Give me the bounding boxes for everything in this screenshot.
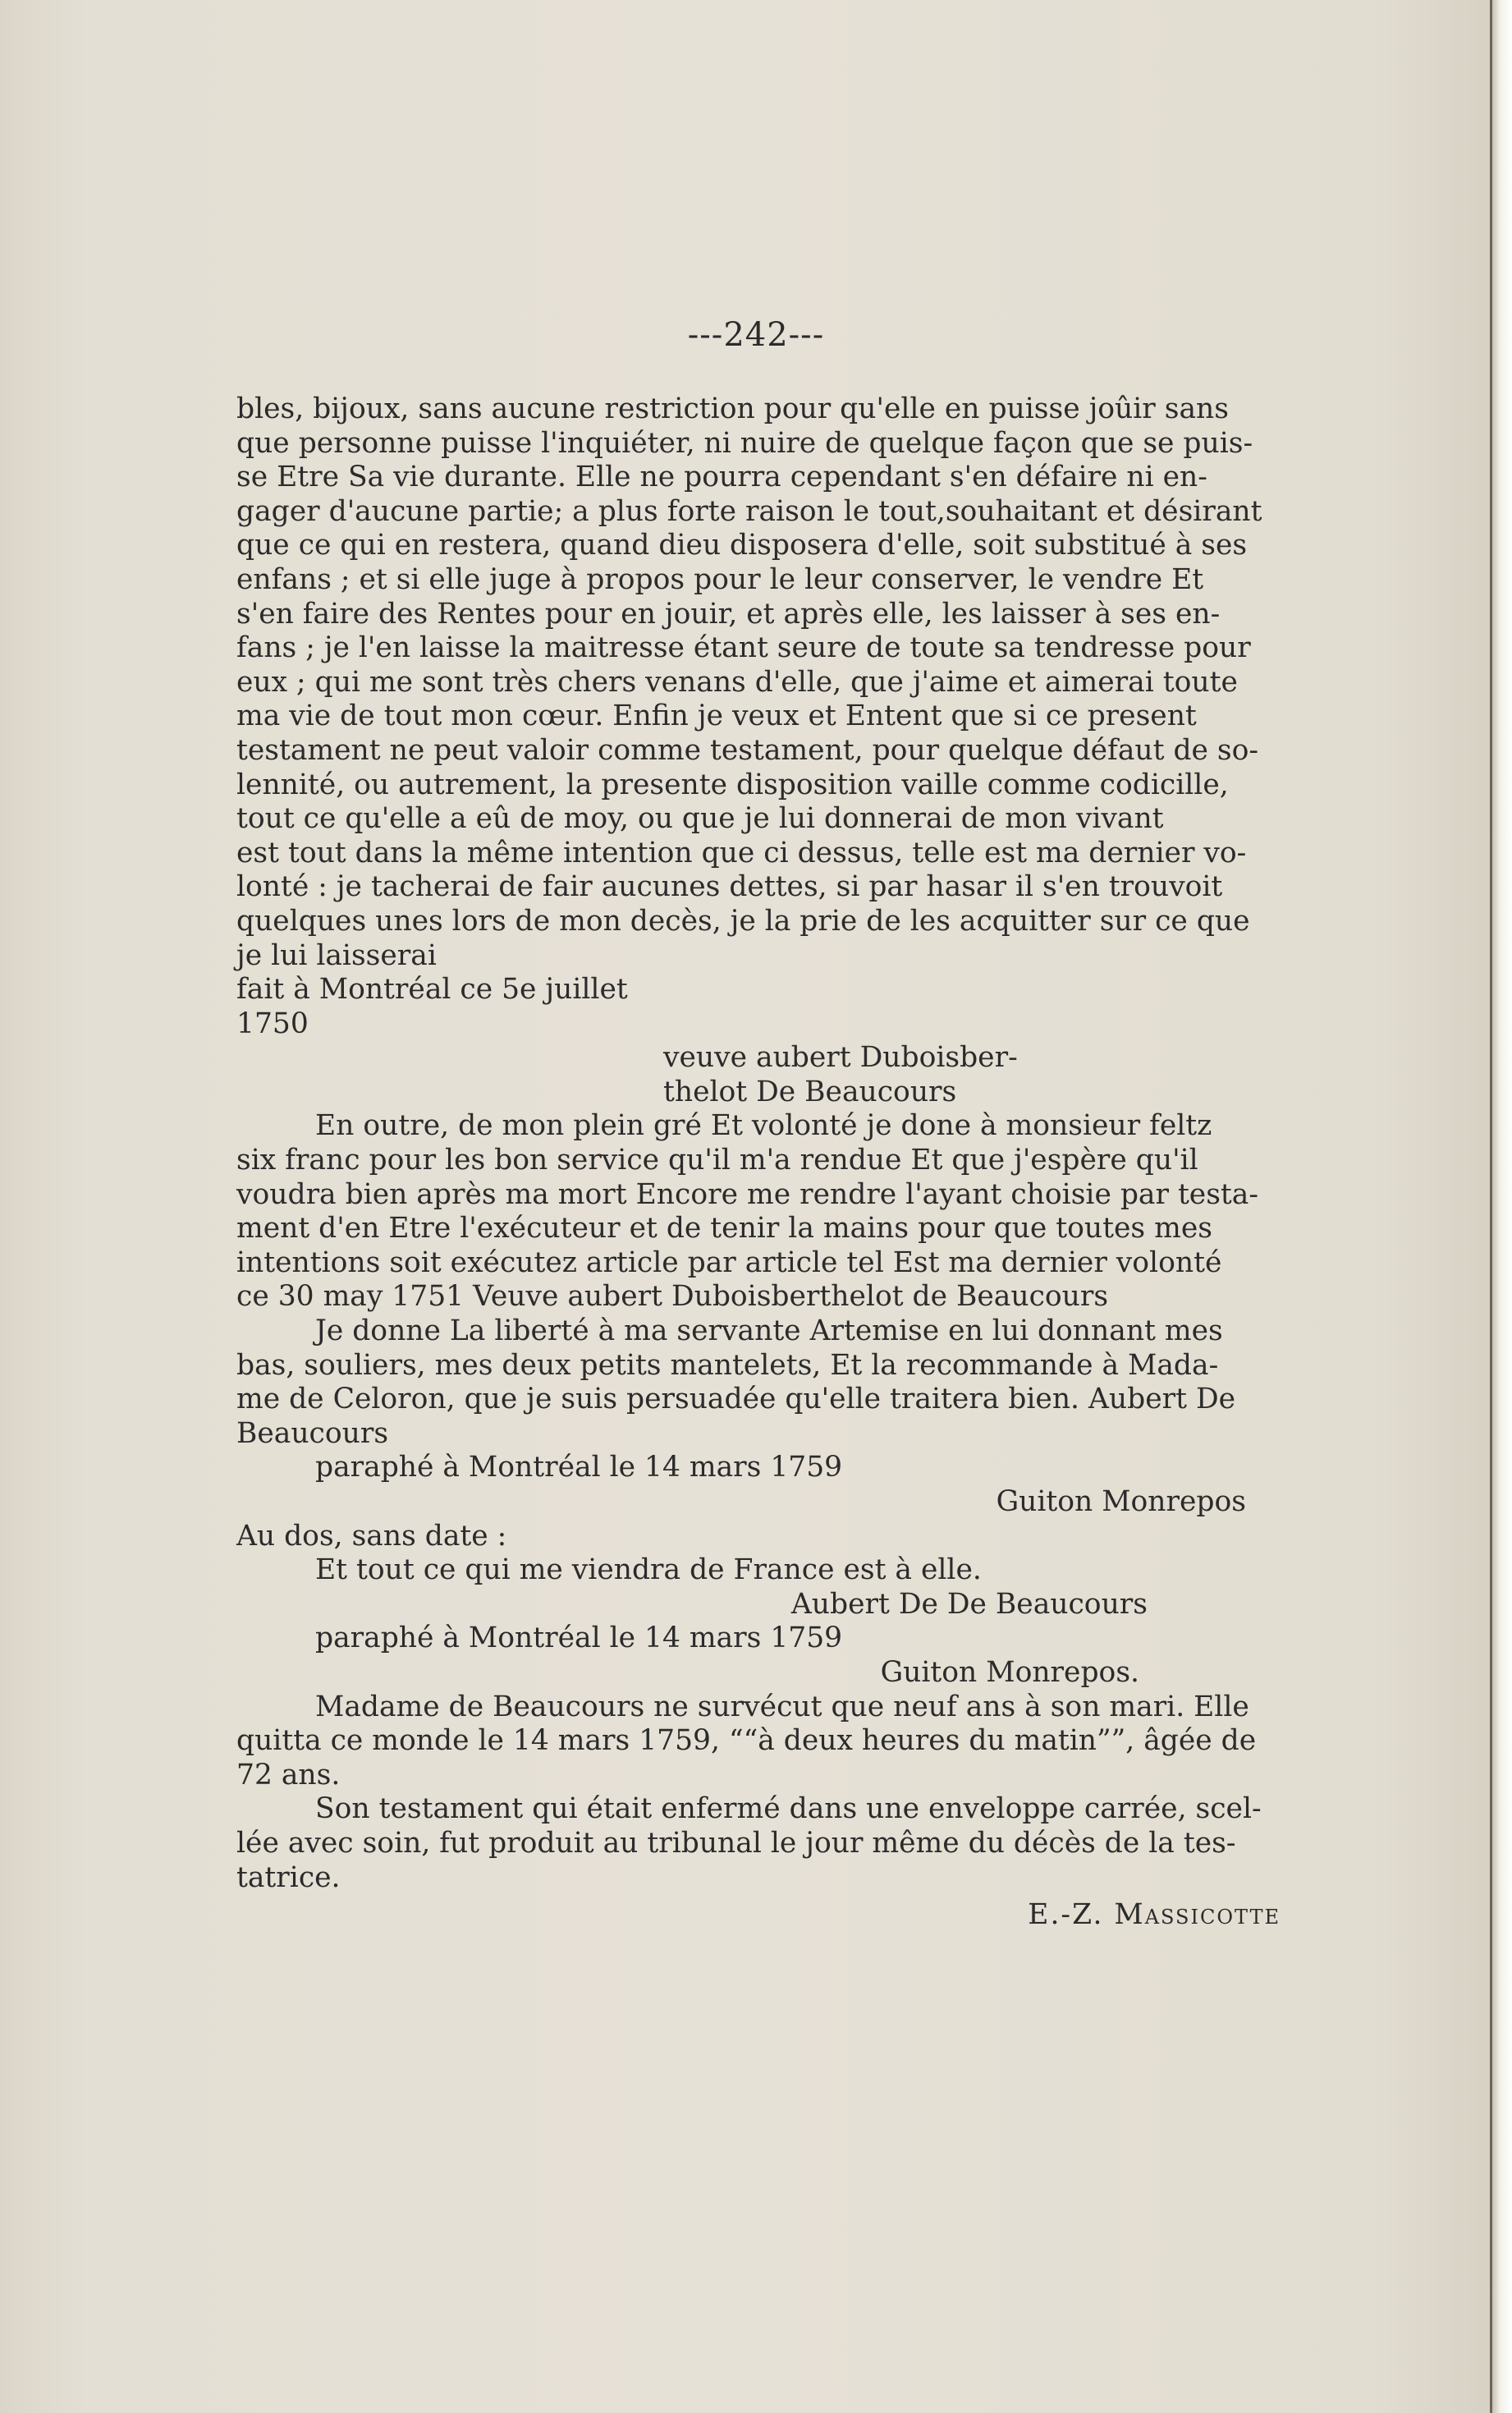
codicil-line: voudra bien après ma mort Encore me rendre l'ayant choisie par testa- <box>236 1177 1259 1211</box>
au-dos-heading: Au dos, sans date : <box>236 1519 507 1553</box>
text-line: eux ; qui me sont très chers venans d'elle, que j'aime et aimerai toute <box>236 665 1238 699</box>
gift-line: Je donne La liberté à ma servante Artemise en lui donnant mes <box>315 1314 1223 1348</box>
gift-line: me de Celoron, que je suis persuadée qu'elle traitera bien. Aubert De <box>236 1383 1236 1416</box>
text-line: que ce qui en restera, quand dieu disposera d'elle, soit substitué à ses <box>236 529 1248 562</box>
text-line: enfans ; et si elle juge à propos pour le leur conserver, le vendre Et <box>236 562 1204 596</box>
page-number: ---242--- <box>687 316 825 354</box>
signature-line: veuve aubert Duboisber- <box>663 1041 1018 1075</box>
document-body <box>236 392 1345 1933</box>
closing-line: quitta ce monde le 14 mars 1759, ““à deux heures du matin””, âgée de <box>236 1724 1257 1758</box>
text-line: ma vie de tout mon cœur. Enfin je veux et Entent que si ce present <box>236 700 1197 733</box>
text-line: gager d'aucune partie; a plus forte raison le tout,souhaitant et désirant <box>236 494 1262 528</box>
paraphe-line: paraphé à Montréal le 14 mars 1759 <box>315 1451 843 1484</box>
text-line: lonté : je tacherai de fair aucunes dettes, si par hasar il s'en trouvoit <box>236 870 1223 904</box>
text-line: lennité, ou autrement, la presente disposition vaille comme codicille, <box>236 768 1229 801</box>
author-signature: E.-Z. Massicotte <box>1028 1898 1281 1932</box>
text-line: fans ; je l'en laisse la maitresse étant seure de toute sa tendresse pour <box>236 631 1251 665</box>
text-line: que personne puisse l'inquiéter, ni nuire de quelque façon que se puis- <box>236 426 1253 460</box>
closing-line: Madame de Beaucours ne survécut que neuf ans à son mari. Elle <box>315 1690 1249 1723</box>
codicil-line: ment d'en Etre l'exécuteur et de tenir la mains pour que toutes mes <box>236 1212 1212 1245</box>
codicil-line: En outre, de mon plein gré Et volonté je done à monsieur feltz <box>315 1109 1212 1143</box>
text-line: se Etre Sa vie durante. Elle ne pourra cependant s'en défaire ni en- <box>236 461 1207 494</box>
text-line: est tout dans la même intention que ci dessus, telle est ma dernier vo- <box>236 836 1247 869</box>
final-line: Son testament qui était enfermé dans une enveloppe carrée, scel- <box>315 1792 1262 1826</box>
codicil-line: intentions soit exécutez article par article tel Est ma dernier volonté <box>236 1245 1222 1279</box>
signature-line: Aubert De De Beaucours <box>790 1587 1148 1621</box>
final-line: tatrice. <box>236 1860 341 1894</box>
au-dos-line: Et tout ce qui me viendra de France est à elle. <box>315 1553 982 1587</box>
text-line: je lui laisserai <box>236 938 437 972</box>
text-line: s'en faire des Rentes pour en jouir, et après elle, les laisser à ses en- <box>236 597 1221 631</box>
book-spine-edge <box>1490 0 1512 2413</box>
text-line: tout ce qu'elle a eû de moy, ou que je lui donnerai de mon vivant <box>236 802 1164 836</box>
text-line: fait à Montréal ce 5e juillet <box>236 973 628 1007</box>
codicil-line: ce 30 may 1751 Veuve aubert Duboisberthelot de Beaucours <box>236 1280 1109 1314</box>
final-line: lée avec soin, fut produit au tribunal le jour même du décès de la tes- <box>236 1826 1236 1860</box>
signature-line: thelot De Beaucours <box>663 1075 957 1108</box>
text-line: 1750 <box>236 1007 309 1040</box>
notary-signature: Guiton Monrepos <box>996 1485 1246 1518</box>
closing-line: 72 ans. <box>236 1758 341 1791</box>
gift-line: bas, souliers, mes deux petits mantelets, Et la recommande à Mada- <box>236 1348 1219 1382</box>
notary-signature: Guiton Monrepos. <box>880 1655 1139 1689</box>
codicil-line: six franc pour les bon service qu'il m'a rendue Et que j'espère qu'il <box>236 1144 1198 1177</box>
text-line: bles, bijoux, sans aucune restriction pour qu'elle en puisse joûir sans <box>236 392 1229 425</box>
gift-line: Beaucours <box>236 1416 389 1450</box>
paraphe-line: paraphé à Montréal le 14 mars 1759 <box>315 1622 843 1655</box>
text-line: quelques unes lors de mon decès, je la prie de les acquitter sur ce que <box>236 904 1250 938</box>
text-line: testament ne peut valoir comme testament, pour quelque défaut de so- <box>236 733 1259 767</box>
